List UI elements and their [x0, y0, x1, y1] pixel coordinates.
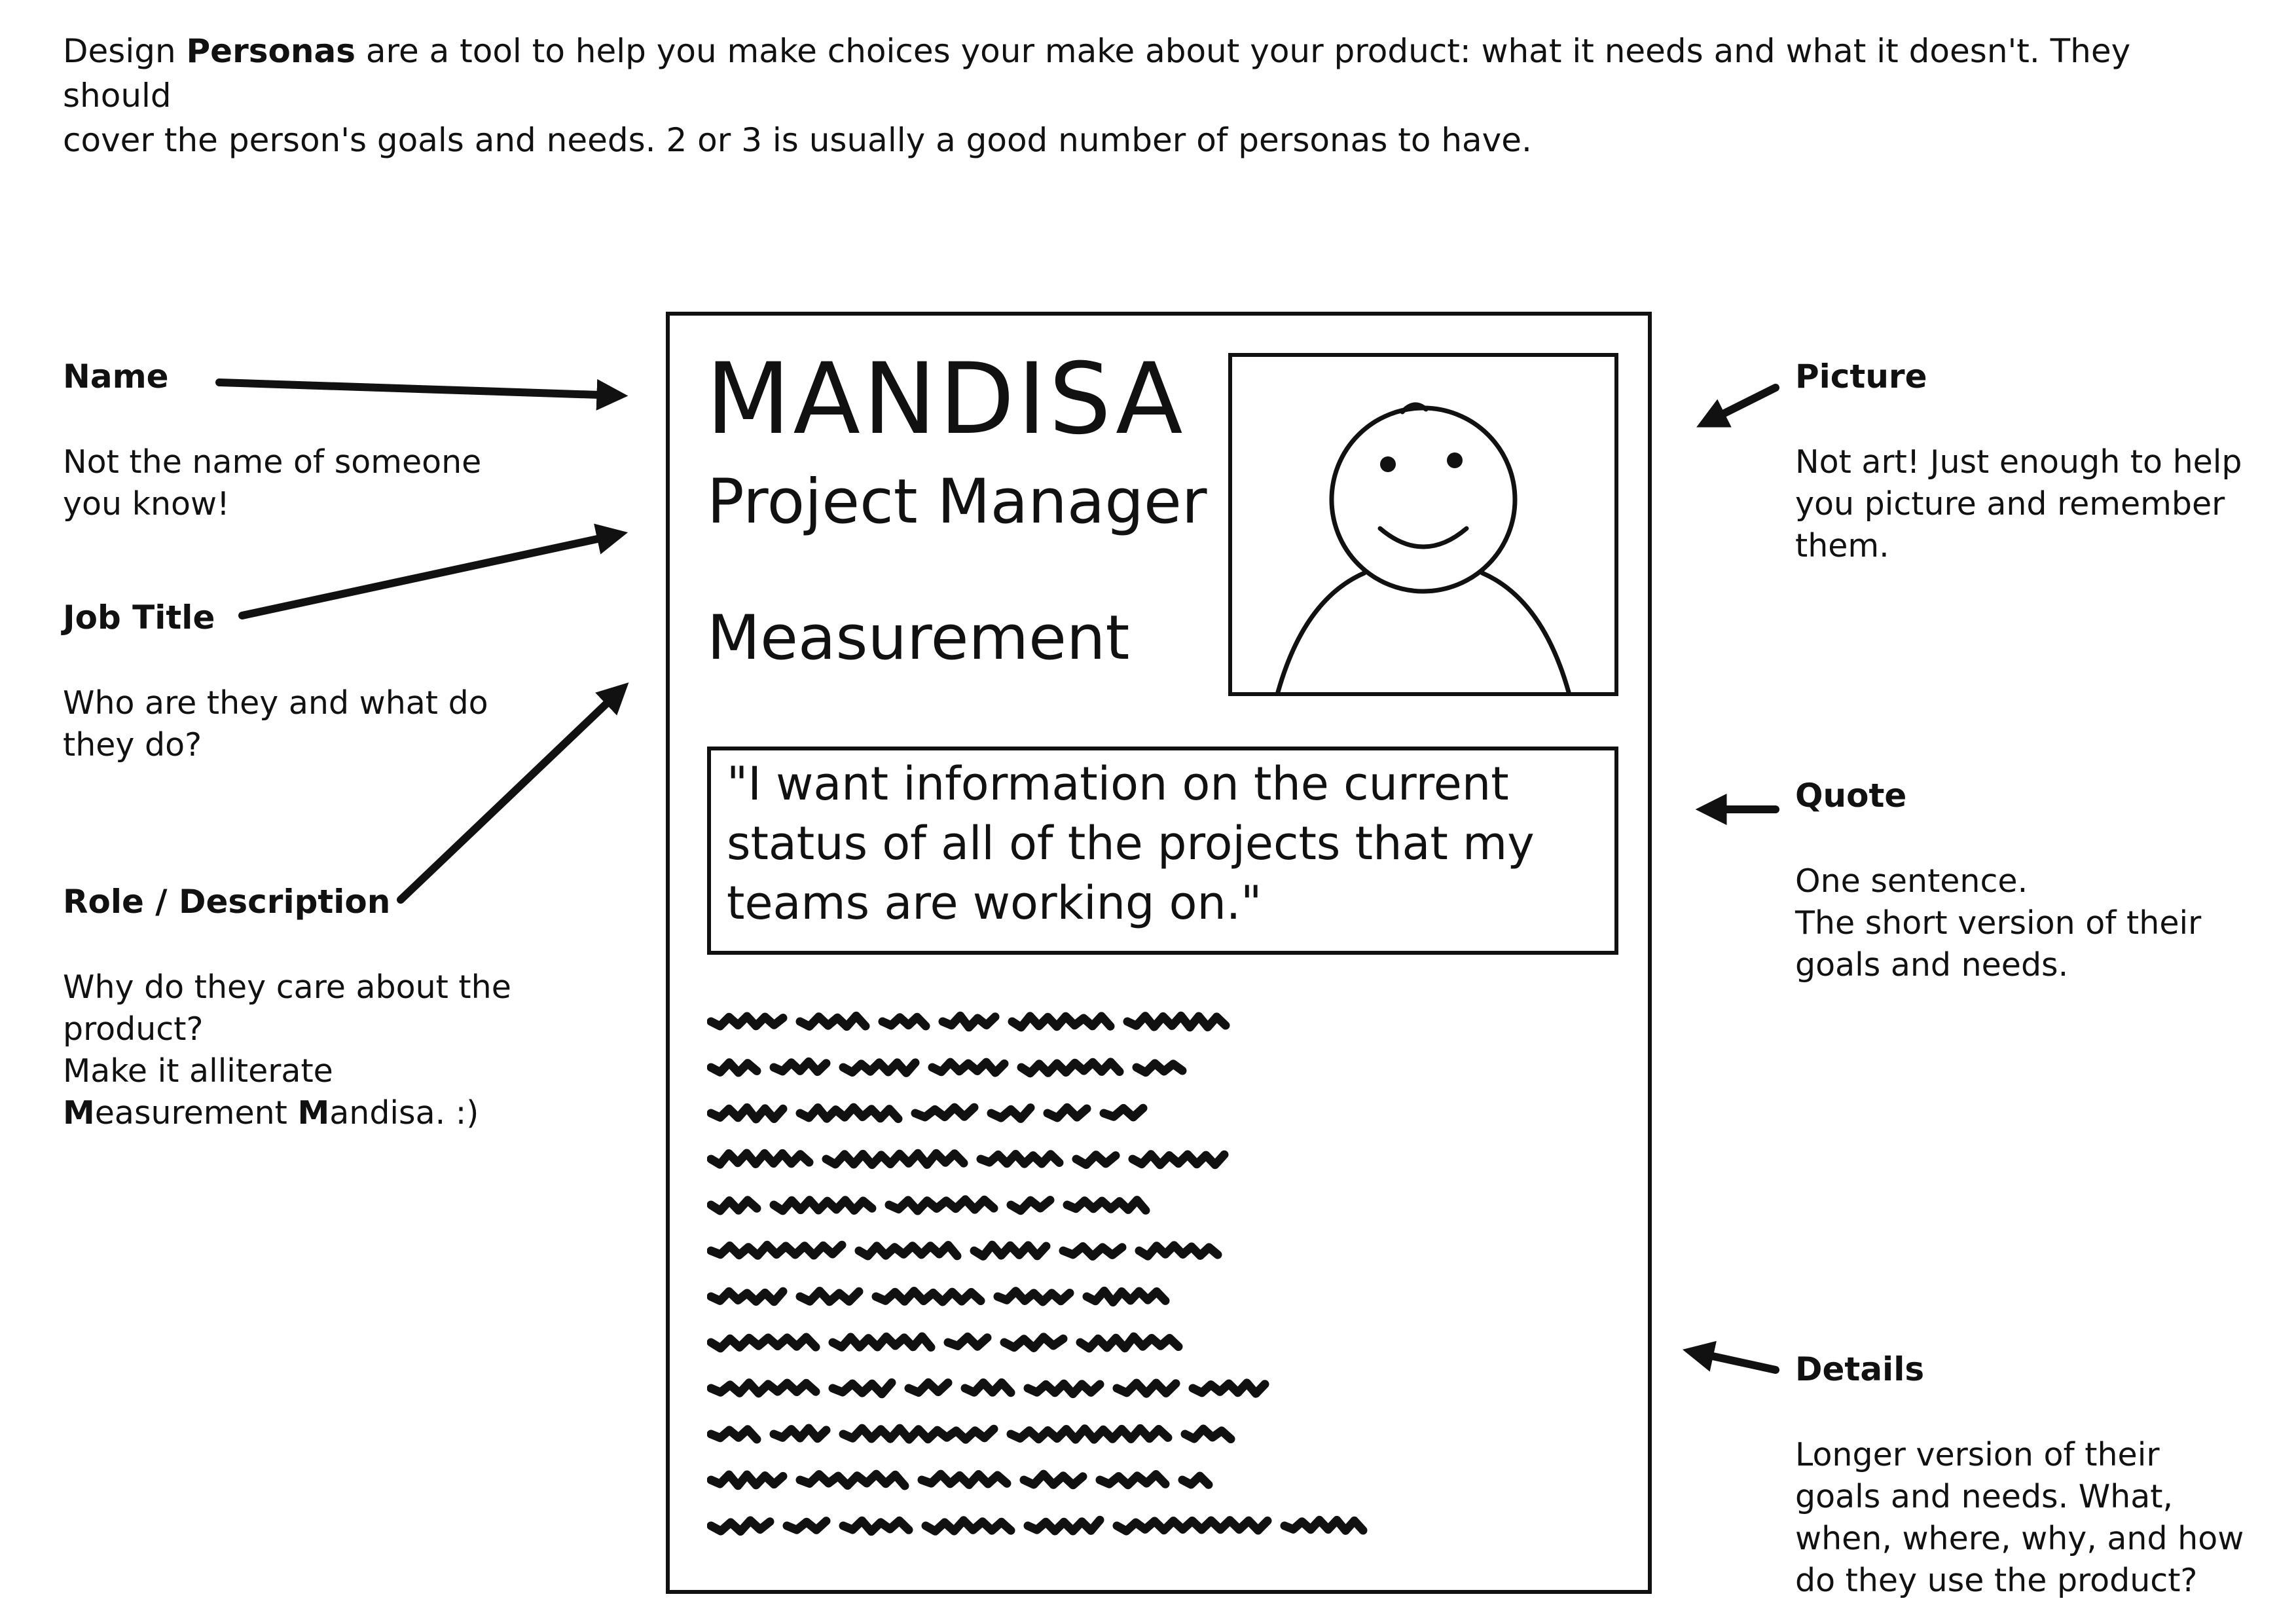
- annotation-label-details: Details: [1795, 1350, 1925, 1388]
- alliteration-letter: M: [297, 1094, 330, 1132]
- annotation-note-line: do they use the product?: [1795, 1562, 2198, 1599]
- annotation-note-line: when, where, why, and how: [1795, 1520, 2244, 1557]
- intro-text-2: are a tool to help you make choices your make about your product: what it needs and what it doesn't. They should: [63, 32, 2131, 115]
- intro-bold-personas: Personas: [186, 32, 355, 70]
- annotation-note-line: One sentence.: [1795, 862, 2028, 900]
- arrow-job-title: [242, 534, 619, 616]
- quote-line: teams are working on.": [727, 876, 1262, 930]
- intro-text-1: Design: [63, 32, 187, 70]
- annotation-label-name: Name: [63, 358, 169, 396]
- persona-role: Measurement: [707, 602, 1130, 674]
- alliteration-text: easurement: [94, 1094, 298, 1132]
- annotation-label-job-title: Job Title: [63, 599, 215, 637]
- annotation-note-line: Not art! Just enough to help: [1795, 443, 2242, 481]
- arrow-name: [219, 382, 619, 396]
- persona-job-title: Project Manager: [707, 466, 1207, 538]
- annotation-note-line: Make it alliterate: [63, 1052, 333, 1090]
- intro-text-3: cover the person's goals and needs. 2 or 3 is usually a good number of personas to have.: [63, 121, 1532, 159]
- annotation-note-line: goals and needs.: [1795, 946, 2069, 984]
- annotation-label-role: Role / Description: [63, 883, 391, 921]
- annotation-label-quote: Quote: [1795, 777, 1907, 815]
- annotation-label-picture: Picture: [1795, 358, 1927, 396]
- annotation-note-line: Not the name of someone: [63, 443, 482, 481]
- annotation-note-line: product?: [63, 1010, 204, 1048]
- annotation-note-line: you know!: [63, 485, 230, 523]
- annotation-note-line: Longer version of their: [1795, 1436, 2160, 1473]
- arrow-details: [1692, 1352, 1776, 1370]
- arrow-role: [401, 689, 622, 900]
- annotation-note-line: Who are they and what do: [63, 684, 488, 722]
- annotation-note-line: them.: [1795, 527, 1889, 564]
- annotation-note-line: Why do they care about the: [63, 969, 511, 1006]
- annotation-note-line: you picture and remember: [1795, 485, 2225, 523]
- alliteration-letter: M: [63, 1094, 95, 1132]
- annotation-note-line: The short version of their: [1795, 904, 2202, 942]
- alliteration-text: andisa. :): [329, 1094, 479, 1132]
- quote-line: status of all of the projects that my: [727, 817, 1535, 870]
- arrow-picture: [1705, 388, 1776, 423]
- annotation-note-line: goals and needs. What,: [1795, 1478, 2174, 1515]
- persona-name: MANDISA: [706, 342, 1186, 456]
- quote-line: "I want information on the current: [727, 757, 1509, 811]
- annotation-note-line: they do?: [63, 726, 202, 764]
